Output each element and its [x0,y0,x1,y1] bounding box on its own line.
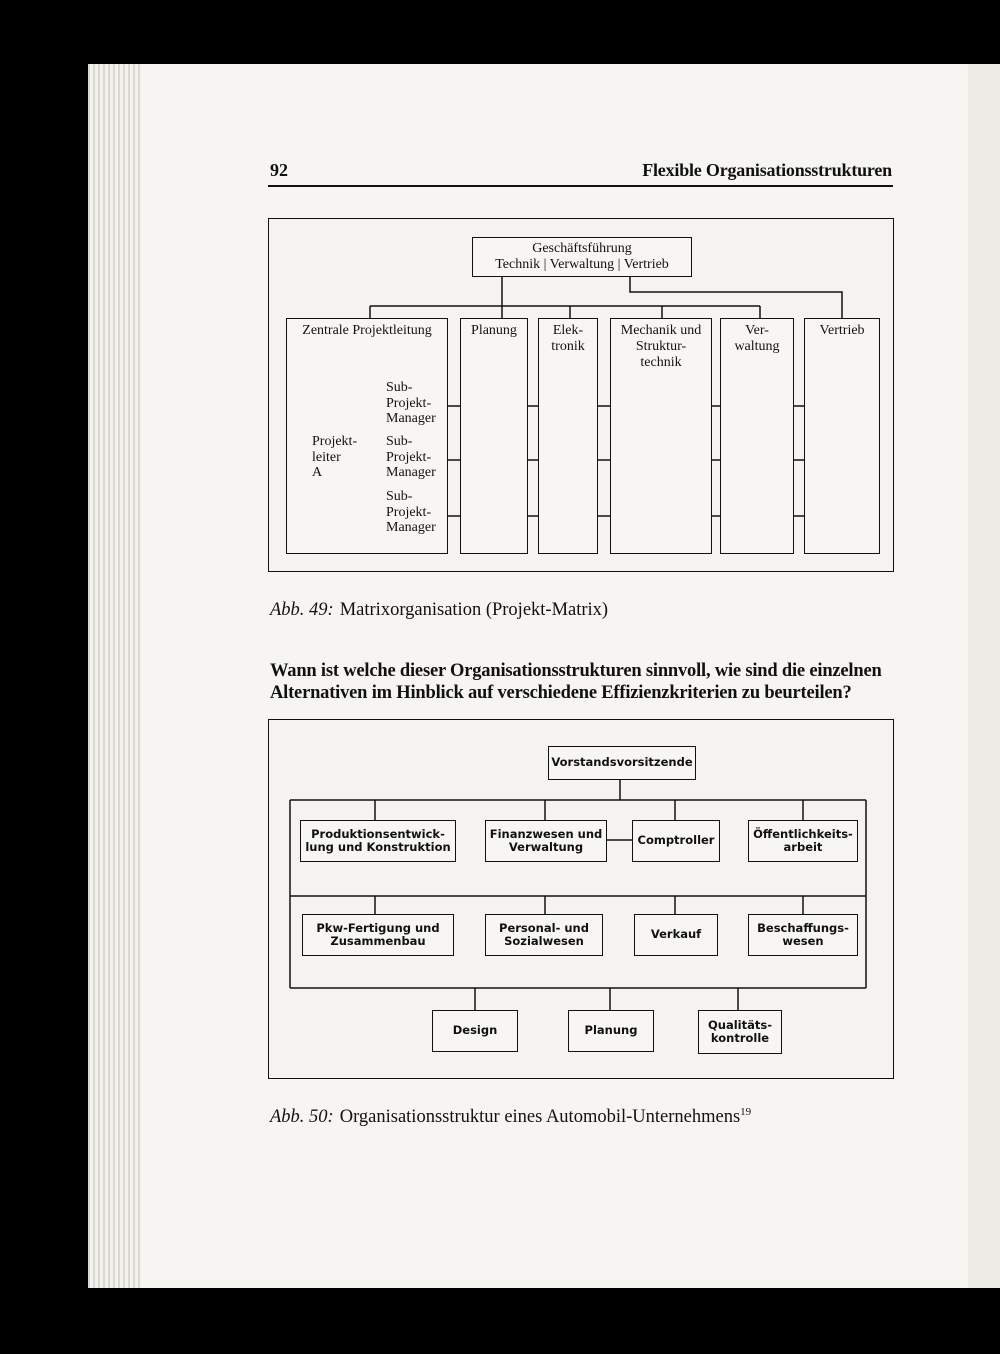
box-label: Verkauf [650,927,702,942]
box-label: Design [452,1023,498,1038]
box-label: Beschaffungs- wesen [757,920,849,948]
column-label: Ver- waltung [734,323,780,355]
box-label: Produktionsentwick- lung und Konstruktion [305,826,451,854]
running-header: Flexible Organisationsstrukturen [642,160,892,180]
management-subtitle: Technik | Verwaltung | Vertrieb [495,257,669,272]
box-label: Pkw-Fertigung und Zusammenbau [316,920,440,948]
box-pkw-fertigung [302,914,454,956]
box-planung [568,1010,654,1052]
page-number: 92 [270,160,288,180]
column-label: Elek- tronik [551,323,585,355]
box-oeffentlichkeitsarbeit [748,820,858,862]
box-label: Personal- und Sozialwesen [499,920,589,948]
column-label: Vertrieb [819,323,865,338]
box-label: Comptroller [637,833,715,848]
box-finanzwesen [485,820,607,862]
box-comptroller [632,820,720,862]
box-vorstandsvorsitzende [548,746,696,780]
box-verkauf [634,914,718,956]
box-label: Öffentlichkeits- arbeit [753,826,853,854]
sub-project-manager-1: Sub- Projekt- Manager [386,380,436,427]
figure-49-caption-label: Abb. 49: [270,600,334,620]
column-label: Mechanik und Struktur- technik [620,323,702,371]
box-label: Vorstandsvorsitzende [551,755,693,770]
footnote-marker: 19 [740,1106,752,1118]
figure-50-caption-text: Organisationsstruktur eines Automobil-Unternehmens [339,1107,741,1128]
central-project-management-label: Zentrale Projektleitung [302,323,432,338]
question-text: Wann ist welche dieser Organisationsstrukturen sinnvoll, wie sind die einzelnen Alternativen im Hinblick auf verschiedene Effizienzkriterien zu beurteilen? [270,661,882,704]
box-design [432,1010,518,1052]
column-label: Planung [471,323,517,338]
management-title: Geschäftsführung [532,240,632,256]
figure-49-caption-text: Matrixorganisation (Projekt-Matrix) [339,600,609,620]
box-qualitaetskontrolle [698,1010,782,1054]
box-produktionsentwicklung [300,820,456,862]
box-label: Qualitäts- kontrolle [708,1017,772,1045]
box-label: Planung [584,1023,638,1038]
box-personalwesen [485,914,603,956]
sub-project-manager-2: Sub- Projekt- Manager [386,434,436,481]
box-label: Finanzwesen und Verwaltung [489,826,603,854]
box-beschaffungswesen [748,914,858,956]
figure-50-caption [270,1106,751,1128]
figure-50-caption-label: Abb. 50: [270,1107,334,1128]
sub-project-manager-3: Sub- Projekt- Manager [386,489,436,536]
project-leader-label: Projekt- leiter A [312,434,358,481]
